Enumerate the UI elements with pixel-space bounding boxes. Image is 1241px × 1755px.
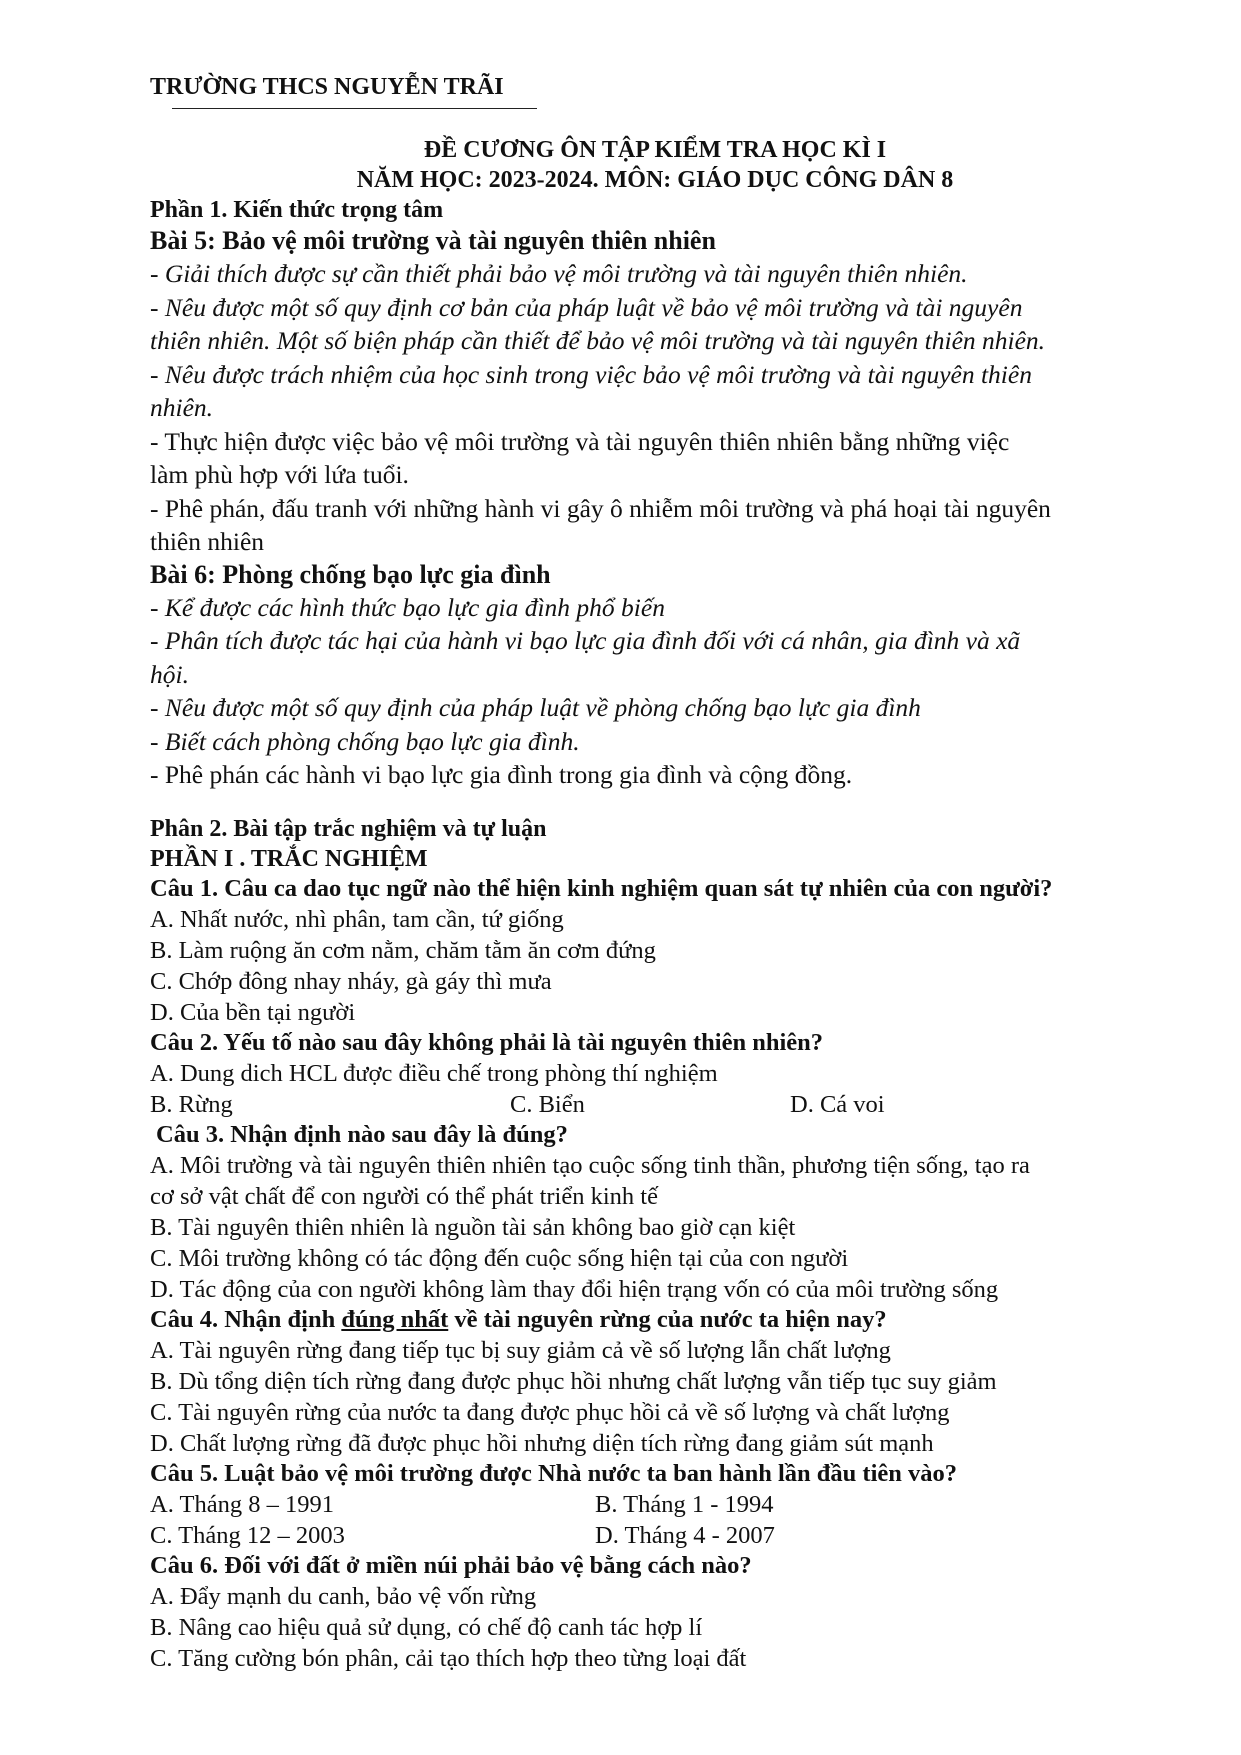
options-row (150, 1089, 1160, 1120)
lesson5-line: - Phê phán, đấu tranh với những hành vi gây ô nhiễm môi trường và phá hoại tài nguyên (150, 493, 1051, 523)
document-subtitle: NĂM HỌC: 2023-2024. MÔN: GIÁO DỤC CÔNG DÂN 8 (356, 167, 954, 193)
section-gap (150, 792, 1160, 814)
option-b: B. Nâng cao hiệu quả sử dụng, có chế độ canh tác hợp lí (150, 1613, 703, 1641)
lesson5-line: thiên nhiên (150, 527, 265, 556)
option-d: D. Chất lượng rừng đã được phục hồi nhưng diện tích rừng đang giảm sút mạnh (150, 1429, 934, 1457)
lesson5-line: - Nêu được trách nhiệm của học sinh trong việc bảo vệ môi trường và tài nguyên thiên (150, 359, 1032, 389)
question-4-start: Câu 4. Nhận định (150, 1305, 342, 1333)
option-d: D. Tác động của con người không làm thay đổi hiện trạng vốn có của môi trường sống (150, 1275, 999, 1303)
option-b: B. Làm ruộng ăn cơm nằm, chăm tằm ăn cơm đứng (150, 936, 656, 964)
document-title: ĐỀ CƯƠNG ÔN TẬP KIỂM TRA HỌC KÌ I (423, 137, 887, 163)
option-d: D. Cá voi (790, 1090, 885, 1118)
option-a: A. Dung dich HCL được điều chế trong phòng thí nghiệm (150, 1059, 718, 1087)
lesson6-line: - Nêu được một số quy định của pháp luật về phòng chống bạo lực gia đình (150, 693, 921, 722)
school-name: TRƯỜNG THCS NGUYỄN TRÃI (150, 74, 504, 100)
multiple-choice-heading: PHẦN I . TRẮC NGHIỆM (150, 845, 428, 872)
lesson5-line: làm phù hợp với lứa tuổi. (150, 460, 409, 489)
lesson6-line: hội. (150, 659, 189, 689)
question-2: Câu 2. Yếu tố nào sau đây không phải là tài nguyên thiên nhiên? (150, 1028, 824, 1056)
question-1: Câu 1. Câu ca dao tục ngữ nào thể hiện kinh nghiệm quan sát tự nhiên của con người? (150, 874, 1053, 902)
question-5: Câu 5. Luật bảo vệ môi trường được Nhà nước ta ban hành lần đầu tiên vào? (150, 1459, 958, 1487)
option-c: C. Tài nguyên rừng của nước ta đang được phục hồi cả về số lượng và chất lượng (150, 1398, 950, 1426)
option-a-continued: cơ sở vật chất để con người có thể phát triển kinh tế (150, 1182, 658, 1210)
part2-heading: Phân 2. Bài tập trắc nghiệm và tự luận (150, 815, 547, 842)
option-b: B. Tháng 1 - 1994 (595, 1490, 774, 1518)
question-3: Câu 3. Nhận định nào sau đây là đúng? (156, 1120, 568, 1148)
option-b: B. Dù tổng diện tích rừng đang được phục hồi nhưng chất lượng vẫn tiếp tục suy giảm (150, 1367, 997, 1395)
option-d: D. Tháng 4 - 2007 (595, 1521, 775, 1549)
lesson6-line: - Phân tích được tác hại của hành vi bạo lực gia đình đối với cá nhân, gia đình và xã (150, 626, 1021, 655)
option-a: A. Tài nguyên rừng đang tiếp tục bị suy giảm cả về số lượng lẫn chất lượng (150, 1336, 891, 1364)
option-a: A. Đẩy mạnh du canh, bảo vệ vốn rừng (150, 1582, 537, 1610)
lesson5-line: - Giải thích được sự cần thiết phải bảo vệ môi trường và tài nguyên thiên nhiên. (150, 259, 968, 288)
option-a: A. Môi trường và tài nguyên thiên nhiên tạo cuộc sống tinh thần, phương tiện sống, tạo ra (150, 1151, 1030, 1179)
part1-heading: Phần 1. Kiến thức trọng tâm (150, 197, 444, 223)
question-4-end: về tài nguyên rừng của nước ta hiện nay? (448, 1305, 887, 1333)
option-b: B. Tài nguyên thiên nhiên là nguồn tài sản không bao giờ cạn kiệt (150, 1213, 796, 1241)
option-c: C. Tháng 12 – 2003 (150, 1521, 345, 1549)
options-row (150, 1489, 1160, 1520)
lesson5-line: thiên nhiên. Một số biện pháp cần thiết để bảo vệ môi trường và tài nguyên thiên nhiên. (150, 326, 1046, 355)
lesson5-line: - Nêu được một số quy định cơ bản của pháp luật về bảo vệ môi trường và tài nguyên (150, 292, 1023, 322)
lesson6-line: - Phê phán các hành vi bạo lực gia đình trong gia đình và cộng đồng. (150, 760, 853, 789)
option-c: C. Môi trường không có tác động đến cuộc sống hiện tại của con người (150, 1244, 849, 1272)
option-b: B. Rừng (150, 1090, 233, 1118)
lesson5-line: - Thực hiện được việc bảo vệ môi trường và tài nguyên thiên nhiên bằng những việc (150, 426, 1010, 456)
option-c: C. Biển (510, 1090, 585, 1118)
question-4-emphasis: đúng nhất (341, 1305, 449, 1333)
question-4 (150, 1305, 1160, 1335)
document-page (150, 72, 1160, 1674)
option-a: A. Nhất nước, nhì phân, tam cần, tứ giống (150, 905, 564, 933)
lesson6-line: - Kể được các hình thức bạo lực gia đình phổ biến (150, 592, 665, 622)
question-6: Câu 6. Đối với đất ở miền núi phải bảo vệ bằng cách nào? (150, 1551, 752, 1579)
option-c: C. Tăng cường bón phân, cải tạo thích hợp theo từng loại đất (150, 1644, 747, 1672)
options-row (150, 1520, 1160, 1551)
option-a: A. Tháng 8 – 1991 (150, 1490, 334, 1518)
option-c: C. Chớp đông nhay nháy, gà gáy thì mưa (150, 967, 552, 995)
lesson6-line: - Biết cách phòng chống bạo lực gia đình. (150, 726, 580, 756)
option-d: D. Của bền tại người (150, 998, 356, 1026)
school-underline (172, 108, 537, 109)
lesson6-heading: Bài 6: Phòng chống bạo lực gia đình (150, 559, 551, 589)
lesson5-line: nhiên. (150, 393, 214, 422)
lesson5-heading: Bài 5: Bảo vệ môi trường và tài nguyên thiên nhiên (150, 226, 716, 255)
